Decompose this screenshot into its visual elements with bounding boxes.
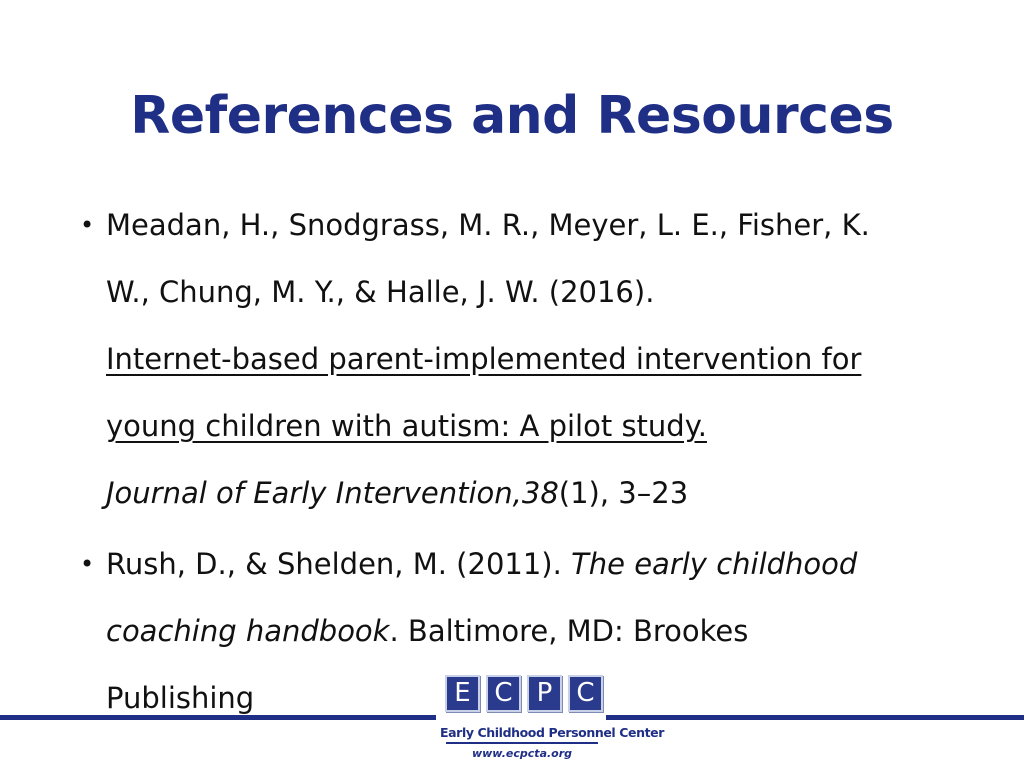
slide-title: References and Resources <box>130 86 894 146</box>
reference-authors-line2: W., Chung, M. Y., & Halle, J. W. (2016). <box>106 275 655 309</box>
logo-org-name: Early Childhood Personnel Center <box>440 725 664 740</box>
book-title-part1: The early childhood <box>571 547 858 581</box>
logo-rule <box>446 742 598 744</box>
journal-pages: (1), 3–23 <box>558 476 689 510</box>
footer-rule-right <box>606 715 1024 720</box>
logo-tile: E <box>445 675 480 712</box>
ecpc-logo <box>440 673 664 768</box>
logo-url: www.ecpcta.org <box>471 747 573 760</box>
reference-item-meadan <box>78 192 958 527</box>
reference-authors-line1: Meadan, H., Snodgrass, M. R., Meyer, L. E., Fisher, K. <box>106 208 870 242</box>
reference-link-line2[interactable]: young children with autism: A pilot study. <box>106 409 707 443</box>
bullet-icon: • <box>80 211 95 239</box>
bullet-icon: • <box>80 550 95 578</box>
logo-tiles <box>445 675 603 712</box>
footer-rule-left <box>0 715 436 720</box>
logo-tile: C <box>568 675 603 712</box>
logo-tile: C <box>486 675 521 712</box>
logo-tile: P <box>527 675 562 712</box>
reference-line2 <box>106 598 958 665</box>
reference-list <box>78 192 958 736</box>
book-title-part2: coaching handbook <box>106 614 390 648</box>
reference-journal-line <box>106 460 958 527</box>
journal-volume: 38 <box>521 476 559 510</box>
journal-name: Journal of Early Intervention, <box>106 476 522 510</box>
publisher-part1: . Baltimore, MD: Brookes <box>389 614 749 648</box>
publisher-part2: Publishing <box>106 681 255 715</box>
reference-line1 <box>106 531 958 598</box>
reference-authors: Rush, D., & Shelden, M. (2011). <box>106 547 572 581</box>
reference-link-line1[interactable]: Internet-based parent-implemented intervention for <box>106 342 862 376</box>
